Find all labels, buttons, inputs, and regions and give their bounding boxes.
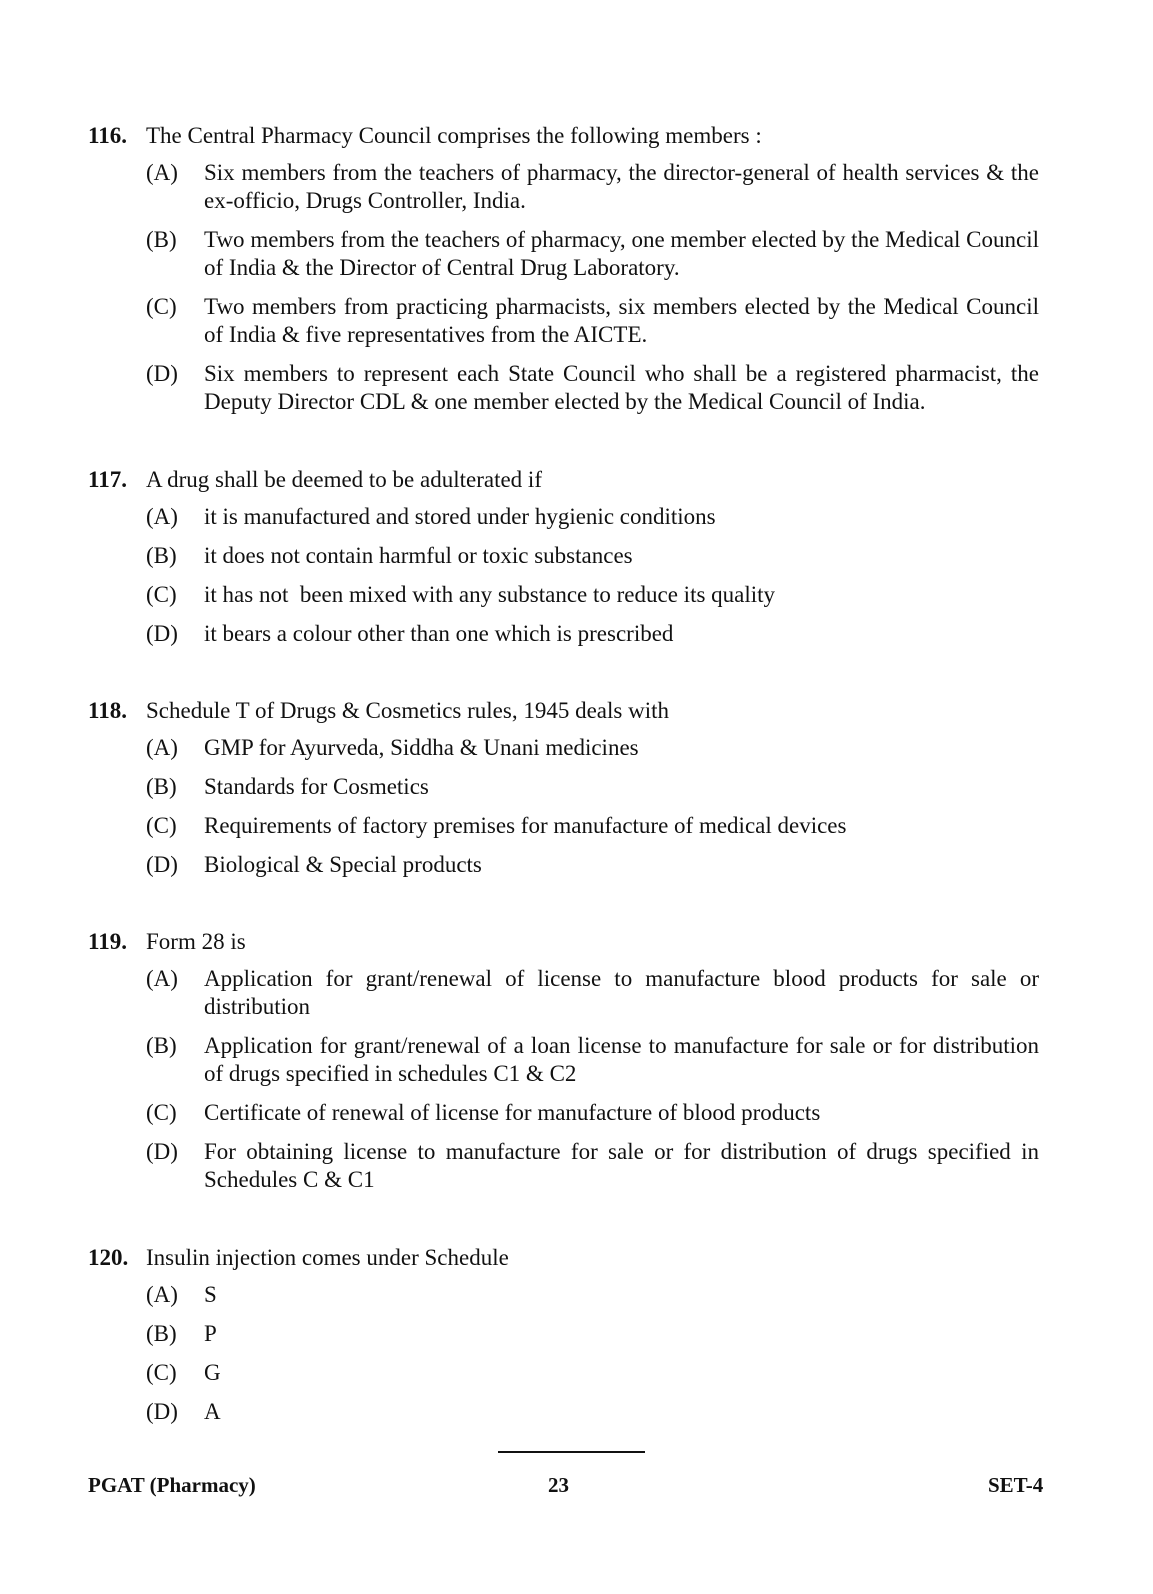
option-label: (C) — [146, 582, 177, 607]
option-text: G — [204, 1360, 221, 1385]
option-c — [88, 581, 1048, 609]
option-list — [88, 1281, 1048, 1426]
footer-set-label: SET-4 — [988, 1473, 1044, 1497]
option-text: it bears a colour other than one which is prescribed — [204, 621, 674, 646]
option-d — [88, 1138, 1048, 1194]
question-number: 116. — [88, 123, 127, 148]
question-number: 117. — [88, 467, 127, 492]
question-120 — [88, 1243, 1048, 1437]
question-number: 118. — [88, 698, 127, 723]
option-label: (B) — [146, 1321, 177, 1346]
option-text: Two members from the teachers of pharmacy, one member elected by the Medical Council of India & the Director of Central Drug Laboratory. — [204, 227, 1039, 280]
option-label: (C) — [146, 813, 177, 838]
option-b — [88, 1032, 1048, 1088]
option-text: Application for grant/renewal of a loan license to manufacture for sale or for distribution of drugs specified in schedules C1 & C2 — [204, 1033, 1039, 1086]
option-d — [88, 360, 1048, 416]
option-label: (B) — [146, 543, 177, 568]
option-label: (C) — [146, 1360, 177, 1385]
option-d — [88, 851, 1048, 879]
question-119 — [88, 927, 1048, 1205]
option-d — [88, 620, 1048, 648]
option-label: (B) — [146, 1033, 177, 1058]
option-label: (C) — [146, 1100, 177, 1125]
option-text: S — [204, 1282, 217, 1307]
option-label: (D) — [146, 852, 178, 877]
option-label: (A) — [146, 1282, 178, 1307]
option-label: (A) — [146, 966, 178, 991]
option-b — [88, 1320, 1048, 1348]
option-b — [88, 226, 1048, 282]
option-text: Six members from the teachers of pharmacy, the director-general of health services & the ex-officio, Drugs Controller, India. — [204, 160, 1039, 213]
question-text: Insulin injection comes under Schedule — [146, 1245, 509, 1270]
question-header — [88, 1243, 1048, 1273]
option-text: For obtaining license to manufacture for sale or for distribution of drugs specified in Schedules C & C1 — [204, 1139, 1039, 1192]
option-text: A — [204, 1399, 221, 1424]
footer-divider — [498, 1451, 645, 1453]
question-number: 120. — [88, 1245, 129, 1270]
option-label: (D) — [146, 1139, 178, 1164]
option-a — [88, 734, 1048, 762]
question-header — [88, 465, 1048, 495]
option-list — [88, 159, 1048, 416]
question-header — [88, 927, 1048, 957]
option-text: Two members from practicing pharmacists, six members elected by the Medical Council of India & five representatives from the AICTE. — [204, 294, 1039, 347]
option-text: GMP for Ayurveda, Siddha & Unani medicines — [204, 735, 639, 760]
option-label: (A) — [146, 504, 178, 529]
option-label: (B) — [146, 227, 177, 252]
question-116 — [88, 121, 1048, 427]
question-number: 119. — [88, 929, 127, 954]
option-label: (C) — [146, 294, 177, 319]
option-text: Six members to represent each State Council who shall be a registered pharmacist, the Deputy Director CDL & one member elected by the Medical Council of India. — [204, 361, 1039, 414]
question-text: Form 28 is — [146, 929, 246, 954]
option-list — [88, 503, 1048, 648]
option-label: (A) — [146, 160, 178, 185]
option-text: it has not been mixed with any substance to reduce its quality — [204, 582, 776, 607]
option-list — [88, 965, 1048, 1194]
option-a — [88, 503, 1048, 531]
question-text: A drug shall be deemed to be adulterated if — [146, 467, 542, 492]
question-117 — [88, 465, 1048, 659]
option-a — [88, 159, 1048, 215]
option-text: Certificate of renewal of license for manufacture of blood products — [204, 1100, 821, 1125]
option-text: Application for grant/renewal of license to manufacture blood products for sale or distribution — [204, 966, 1039, 1019]
question-118 — [88, 696, 1048, 890]
option-label: (D) — [146, 361, 178, 386]
option-list — [88, 734, 1048, 879]
option-a — [88, 965, 1048, 1021]
option-label: (A) — [146, 735, 178, 760]
option-text: Requirements of factory premises for manufacture of medical devices — [204, 813, 847, 838]
option-text: Biological & Special products — [204, 852, 482, 877]
footer-exam-name: PGAT (Pharmacy) — [88, 1473, 256, 1497]
option-d — [88, 1398, 1048, 1426]
option-c — [88, 1359, 1048, 1387]
question-text: Schedule T of Drugs & Cosmetics rules, 1945 deals with — [146, 698, 669, 723]
option-text: it is manufactured and stored under hygienic conditions — [204, 504, 716, 529]
option-c — [88, 1099, 1048, 1127]
option-text: Standards for Cosmetics — [204, 774, 429, 799]
option-a — [88, 1281, 1048, 1309]
option-label: (B) — [146, 774, 177, 799]
page-number: 23 — [548, 1473, 569, 1497]
question-text: The Central Pharmacy Council comprises the following members : — [146, 123, 762, 148]
option-c — [88, 812, 1048, 840]
question-header — [88, 121, 1048, 151]
option-label: (D) — [146, 621, 178, 646]
option-label: (D) — [146, 1399, 178, 1424]
option-b — [88, 542, 1048, 570]
question-header — [88, 696, 1048, 726]
option-c — [88, 293, 1048, 349]
option-text: P — [204, 1321, 217, 1346]
option-b — [88, 773, 1048, 801]
option-text: it does not contain harmful or toxic substances — [204, 543, 633, 568]
